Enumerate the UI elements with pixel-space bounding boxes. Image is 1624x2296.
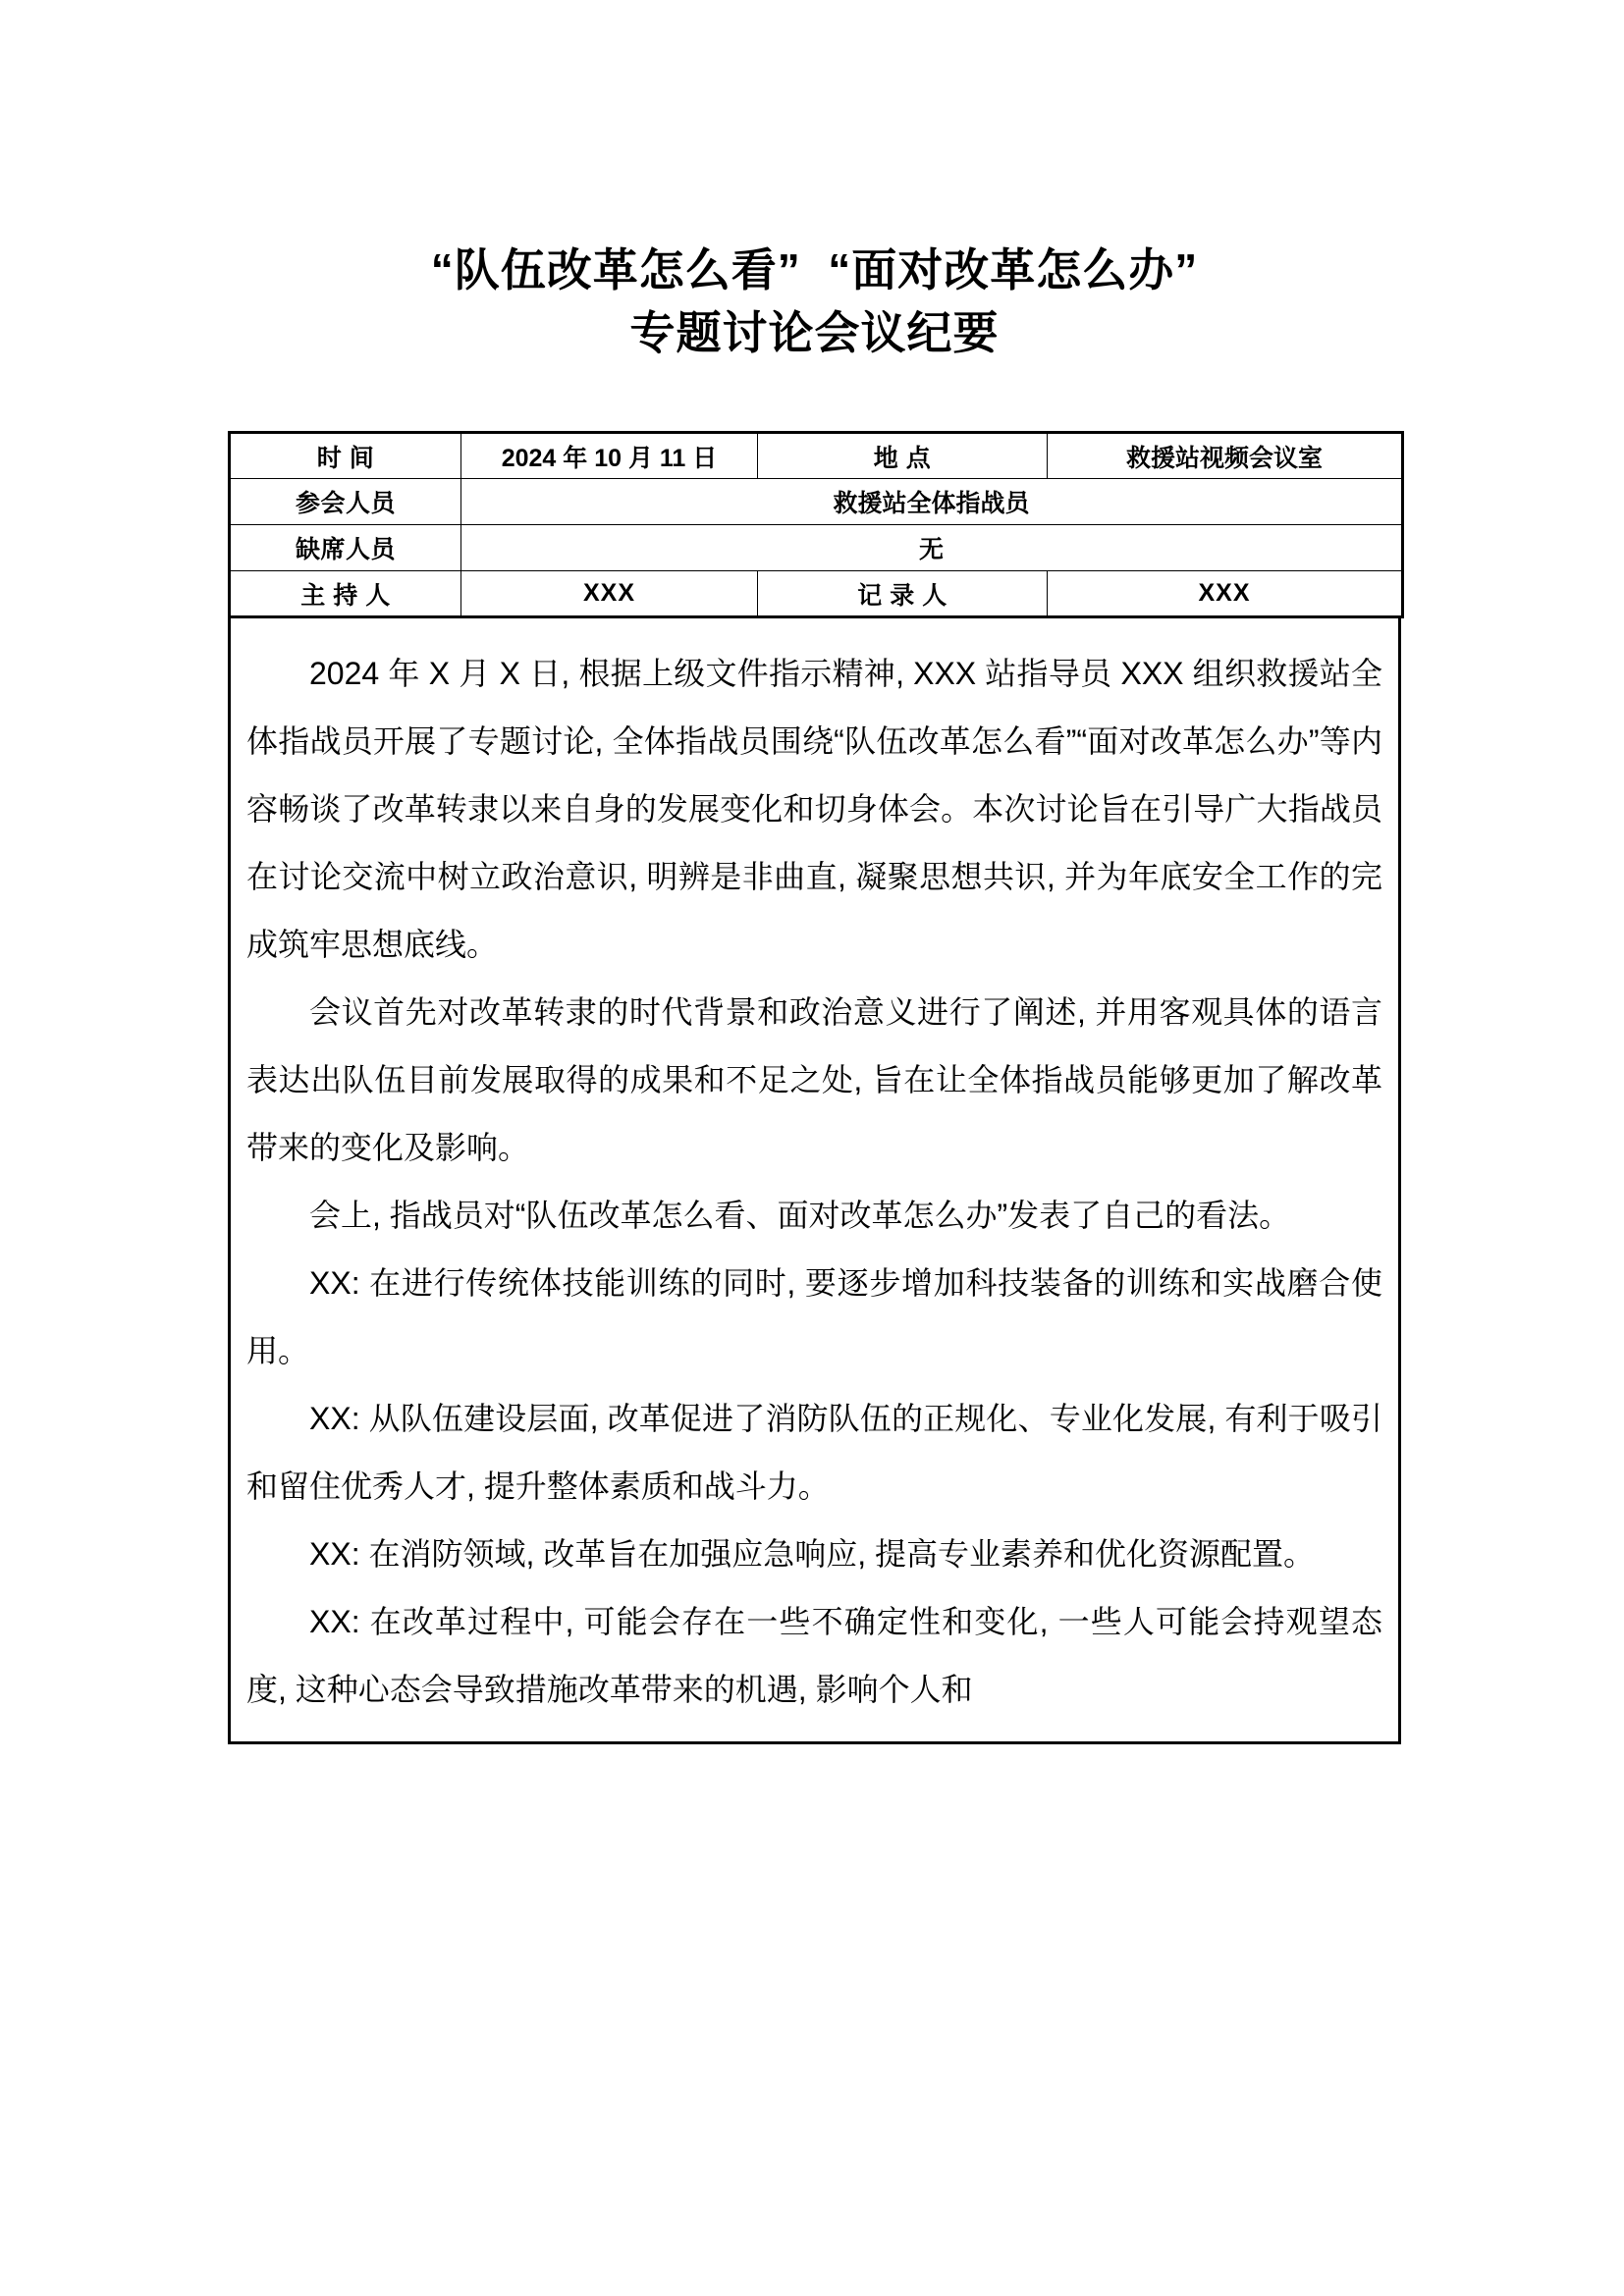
label-time: 时 间 — [230, 433, 461, 479]
value-recorder: XXX — [1048, 571, 1403, 617]
value-attendees: 救援站全体指战员 — [461, 479, 1403, 525]
label-location: 地 点 — [758, 433, 1048, 479]
meeting-info-table-wrap — [228, 431, 1401, 618]
value-host: XXX — [461, 571, 758, 617]
paragraph: 会上, 指战员对“队伍改革怎么看、面对改革怎么办”发表了自己的看法。 — [309, 1198, 1291, 1233]
value-time: 2024 年 10 月 11 日 — [461, 433, 758, 479]
table-row — [230, 571, 1403, 617]
title-line-2: 专题讨论会议纪要 — [629, 307, 1000, 358]
document-body — [228, 0, 1401, 1744]
label-absentees: 缺席人员 — [230, 525, 461, 571]
document-title — [228, 0, 1401, 364]
title-line-1: “队伍改革怎么看” “面对改革怎么办” — [430, 244, 1199, 295]
meeting-info-table — [228, 431, 1404, 618]
paragraph: XX: 在消防领域, 改革旨在加强应急响应, 提高专业素养和优化资源配置。 — [309, 1536, 1316, 1572]
paragraph: 2024 年 X 月 X 日, 根据上级文件指示精神, XXX 站指导员 XXX 组织救援站全体指战员开展了专题讨论, 全体指战员围绕“队伍改革怎么看”“面对改革怎么办”等内容畅谈了改革转隶以来自身的发展变化和切身体会。本次讨论旨在引导广大指战员在讨论交流中树立政治意识, 明辨是非曲直, 凝聚思想共识, 并为年底安全工作的完成筑牢思想底线。 — [246, 656, 1382, 962]
table-row — [230, 433, 1403, 479]
paragraph: 会议首先对改革转隶的时代背景和政治意义进行了阐述, 并用客观具体的语言表达出队伍目前发展取得的成果和不足之处, 旨在让全体指战员能够更加了解改革带来的变化及影响。 — [246, 994, 1382, 1165]
label-recorder: 记 录 人 — [758, 571, 1048, 617]
label-attendees: 参会人员 — [230, 479, 461, 525]
value-location: 救援站视频会议室 — [1048, 433, 1403, 479]
table-row — [230, 479, 1403, 525]
value-absentees: 无 — [461, 525, 1403, 571]
table-row — [230, 525, 1403, 571]
paragraph: XX: 在改革过程中, 可能会存在一些不确定性和变化, 一些人可能会持观望态度, 这种心态会导致措施改革带来的机遇, 影响个人和 — [246, 1604, 1382, 1707]
label-host: 主 持 人 — [230, 571, 461, 617]
paragraph: XX: 在进行传统体技能训练的同时, 要逐步增加科技装备的训练和实战磨合使用。 — [246, 1265, 1382, 1368]
minutes-content — [228, 618, 1401, 1744]
paragraph: XX: 从队伍建设层面, 改革促进了消防队伍的正规化、专业化发展, 有利于吸引和留住优秀人才, 提升整体素质和战斗力。 — [246, 1401, 1382, 1504]
